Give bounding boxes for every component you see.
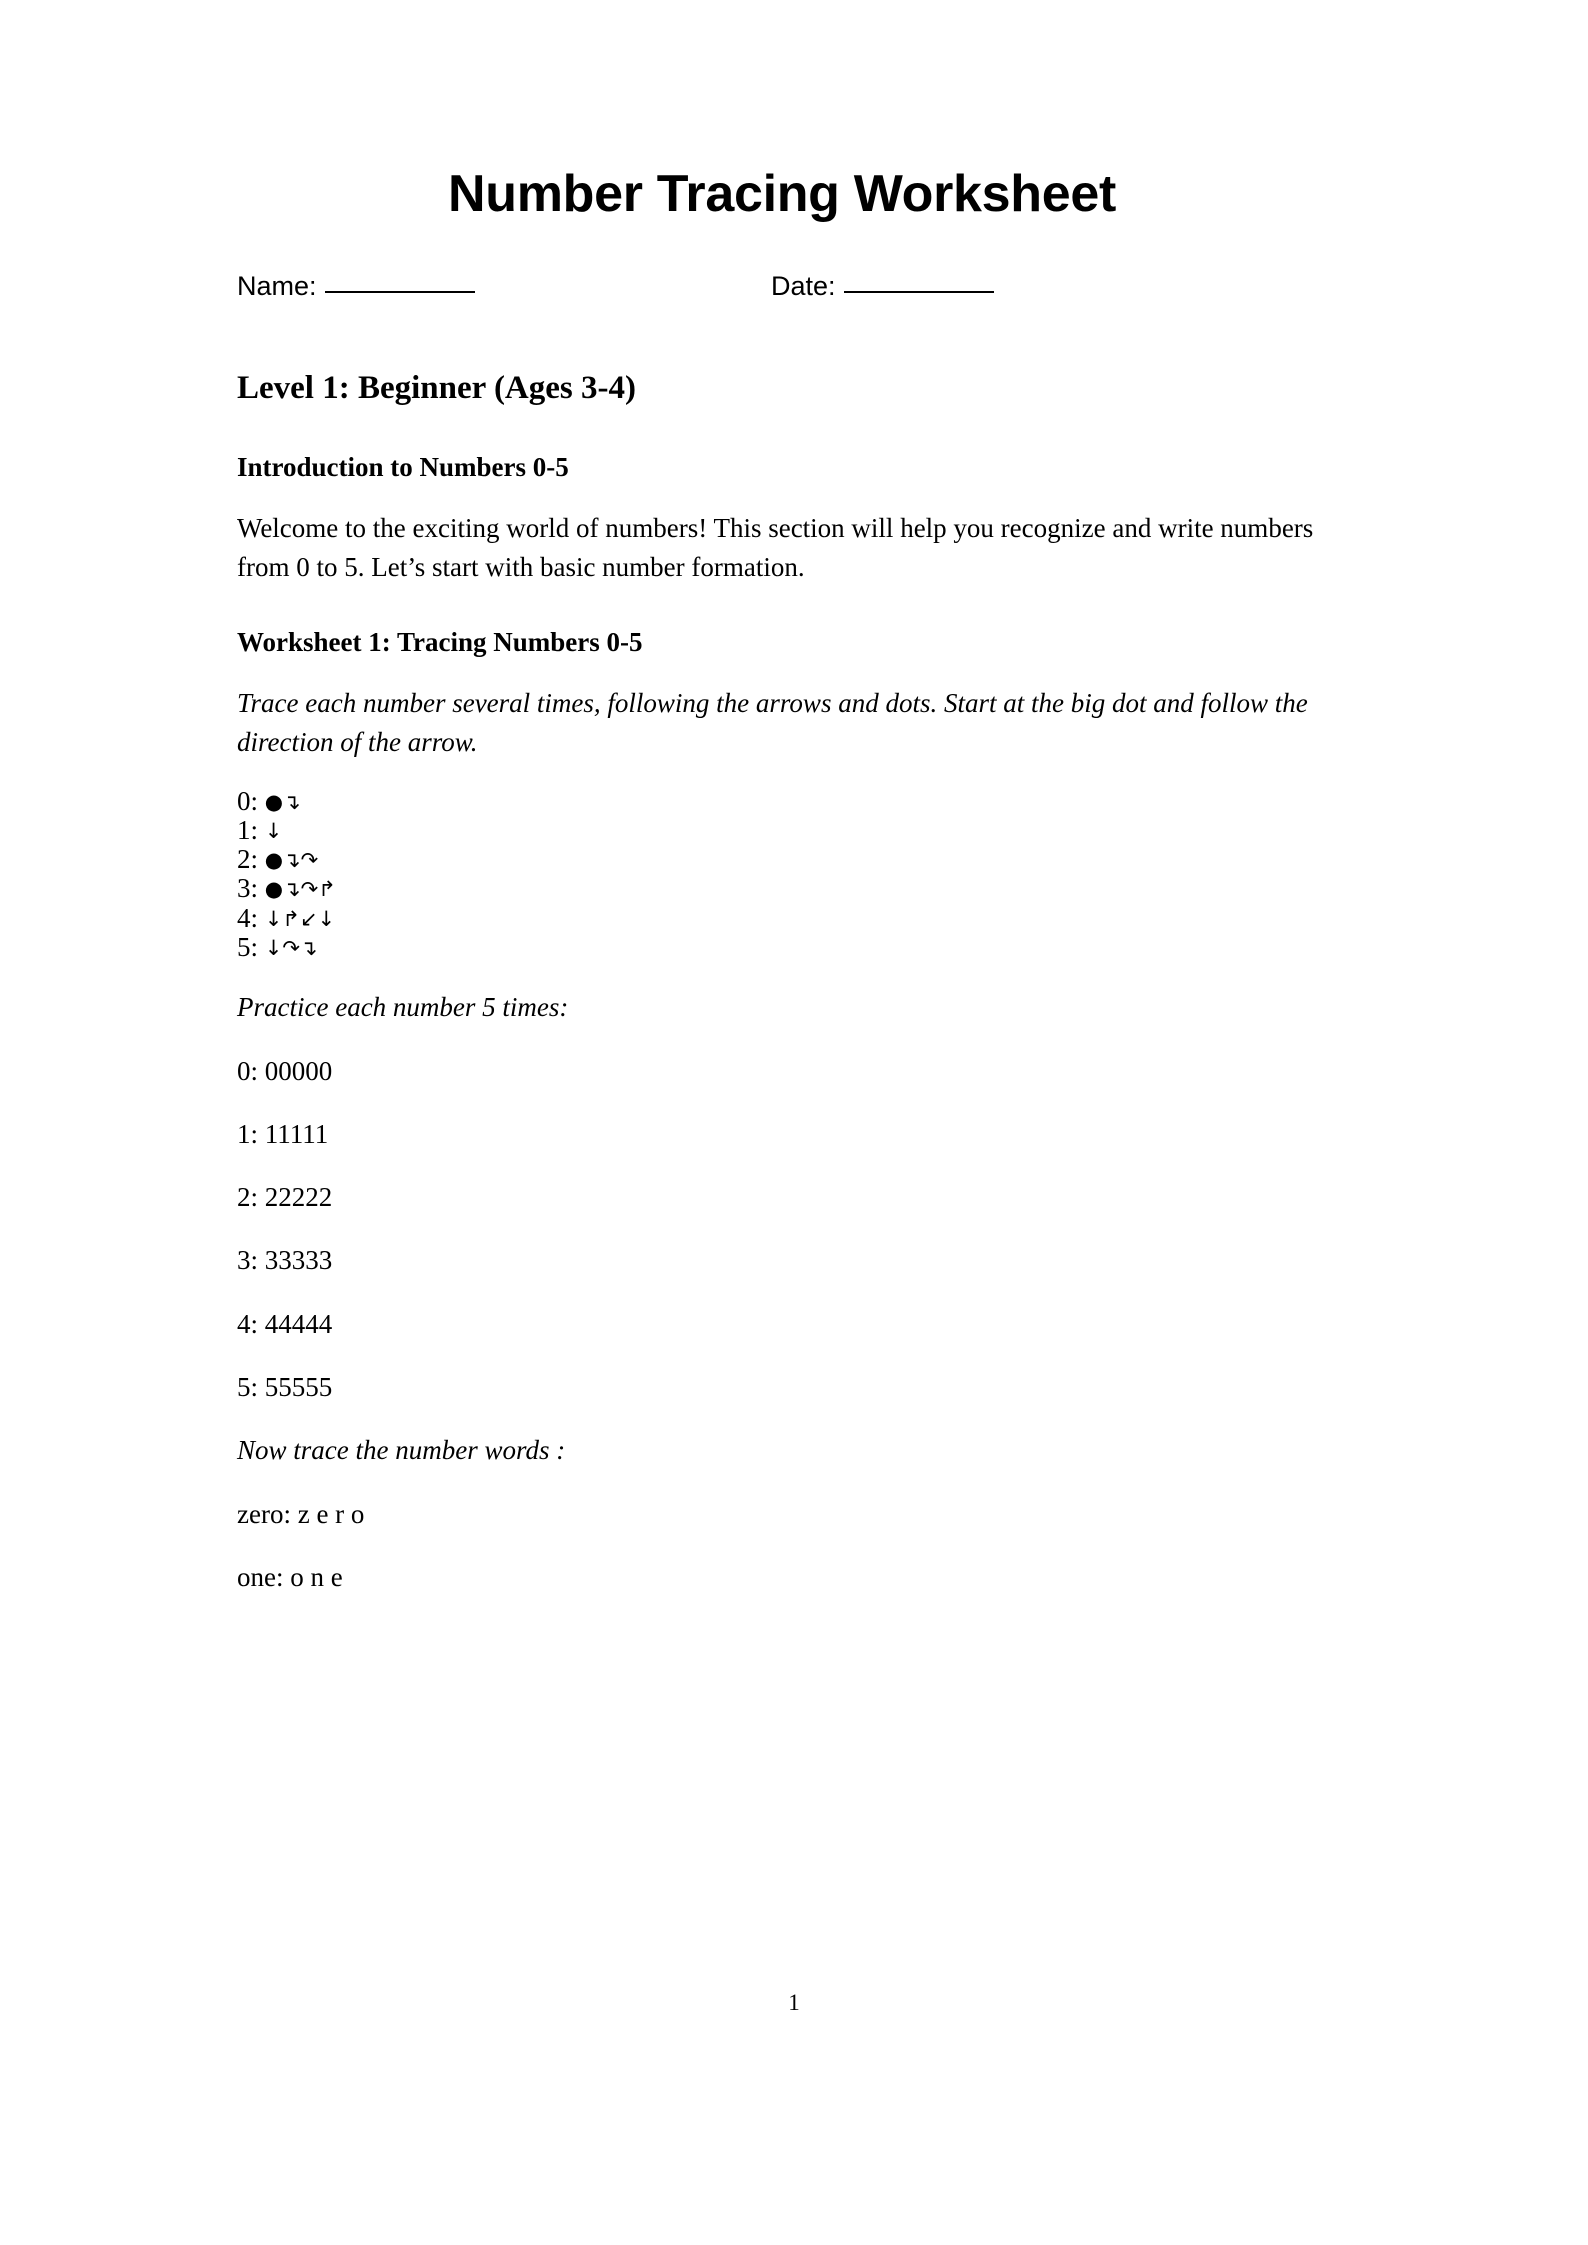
- tracing-row-label: 4:: [237, 902, 259, 933]
- page-number: 1: [788, 1990, 800, 2015]
- practice-row: 4: 44444: [237, 1308, 333, 1339]
- tracing-row: [237, 845, 1327, 874]
- stroke-arrow-icons: ↓↱↙↓: [264, 906, 336, 931]
- practice-row: 0: 00000: [237, 1056, 333, 1087]
- worksheet-heading: Worksheet 1: Tracing Numbers 0-5: [237, 626, 643, 657]
- tracing-row-label: 0:: [237, 785, 259, 816]
- name-write-line[interactable]: [325, 272, 475, 293]
- stroke-arrow-icons: ●↴↷: [264, 848, 319, 873]
- name-field[interactable]: [237, 271, 475, 302]
- tracing-instruction: Trace each number several times, following the arrows and dots. Start at the big dot and follow the direction of the arrow.: [237, 688, 1308, 757]
- level-heading: Level 1: Beginner (Ages 3-4): [237, 370, 636, 407]
- date-field[interactable]: [771, 271, 994, 302]
- practice-row: 1: 11111: [237, 1119, 329, 1150]
- page-content: [237, 0, 1327, 1595]
- tracing-row: [237, 787, 1327, 816]
- number-words-heading: Now trace the number words :: [237, 1434, 566, 1465]
- practice-row: 3: 33333: [237, 1245, 333, 1276]
- tracing-row: [237, 933, 1327, 962]
- page-title: Number Tracing Worksheet: [447, 165, 1116, 223]
- tracing-row: [237, 816, 1327, 845]
- tracing-row-label: 1:: [237, 815, 259, 846]
- introduction-paragraph: Welcome to the exciting world of numbers! This section will help you recognize and write numbers from 0 to 5. Let’s start with basic number formation.: [237, 513, 1314, 582]
- tracing-row-label: 2:: [237, 844, 259, 875]
- practice-heading: Practice each number 5 times:: [237, 991, 569, 1022]
- tracing-arrow-list: [237, 761, 1327, 962]
- tracing-row: [237, 874, 1327, 903]
- practice-row: 2: 22222: [237, 1182, 333, 1213]
- introduction-heading: Introduction to Numbers 0-5: [237, 451, 569, 482]
- date-write-line[interactable]: [844, 272, 994, 293]
- practice-row: 5: 55555: [237, 1371, 333, 1402]
- tracing-row: [237, 904, 1327, 933]
- tracing-row-label: 5:: [237, 931, 259, 962]
- student-info-row: [237, 271, 1327, 319]
- tracing-row-label: 3:: [237, 873, 259, 904]
- stroke-arrow-icons: ●↴↷↱: [264, 877, 336, 902]
- stroke-arrow-icons: ↓: [264, 819, 283, 844]
- word-trace-row: zero: z e r o: [237, 1499, 365, 1530]
- date-label: Date:: [771, 271, 836, 302]
- stroke-arrow-icons: ●↴: [264, 789, 301, 814]
- word-trace-row: one: o n e: [237, 1562, 343, 1593]
- stroke-arrow-icons: ↓↷↴: [264, 935, 318, 960]
- name-label: Name:: [237, 271, 317, 302]
